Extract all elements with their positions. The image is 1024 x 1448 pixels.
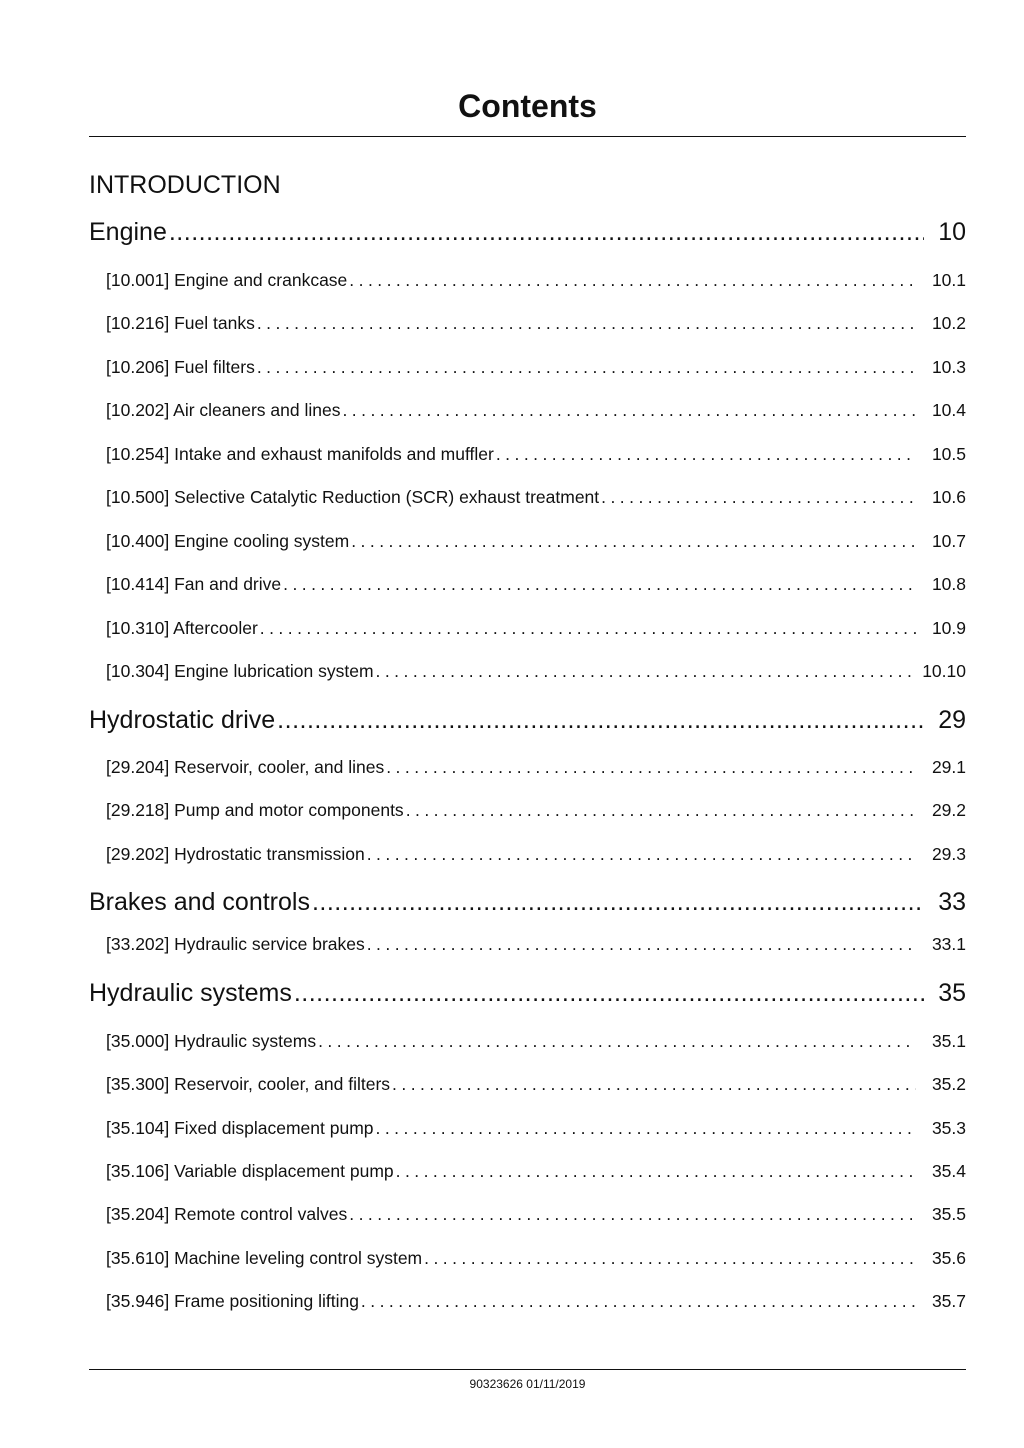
toc-entry-label: [10.254] Intake and exhaust manifolds and muffler <box>106 444 494 464</box>
dot-leader <box>349 268 916 292</box>
dot-leader <box>406 798 916 822</box>
toc-entry-row[interactable] <box>89 485 966 509</box>
dot-leader <box>424 1246 916 1270</box>
footer-divider <box>89 1369 966 1370</box>
toc-entry-row[interactable] <box>89 755 966 779</box>
toc-entry-label: [10.001] Engine and crankcase <box>106 270 348 290</box>
toc-entry-page: 35.3 <box>931 1118 966 1138</box>
toc-entry-label: [35.106] Variable displacement pump <box>106 1161 394 1181</box>
toc-section-row[interactable] <box>89 885 966 919</box>
toc-section-row[interactable] <box>89 976 966 1010</box>
toc-entry-page: 10.9 <box>931 618 966 638</box>
toc-entry-row[interactable] <box>89 616 966 640</box>
toc-entry-row[interactable] <box>89 1289 966 1313</box>
toc-entry-row[interactable] <box>89 442 966 466</box>
toc-entry-label: [10.304] Engine lubrication system <box>106 661 374 681</box>
toc-section-label: Hydraulic systems <box>89 979 292 1007</box>
dot-leader <box>342 398 916 422</box>
dot-leader <box>351 529 916 553</box>
toc-entry-row[interactable] <box>89 268 966 292</box>
dot-leader <box>294 976 924 1010</box>
intro-heading: INTRODUCTION <box>89 171 281 199</box>
toc-entry-row[interactable] <box>89 398 966 422</box>
dot-leader <box>277 703 924 737</box>
toc-section-page: 35 <box>938 979 966 1007</box>
dot-leader <box>312 885 924 919</box>
toc-entry-label: [33.202] Hydraulic service brakes <box>106 934 365 954</box>
toc-entry-row[interactable] <box>89 529 966 553</box>
dot-leader <box>367 932 916 956</box>
toc-entry-page: 29.2 <box>931 800 966 820</box>
toc-entry-row[interactable] <box>89 1116 966 1140</box>
toc-entry-page: 10.2 <box>931 313 966 333</box>
toc-entry-row[interactable] <box>89 659 966 683</box>
dot-leader <box>260 616 916 640</box>
toc-section-row[interactable] <box>89 703 966 737</box>
toc-entry-row[interactable] <box>89 1029 966 1053</box>
toc-entry-page: 35.7 <box>931 1291 966 1311</box>
toc-entry-page: 33.1 <box>931 934 966 954</box>
toc-entry-page: 35.2 <box>931 1074 966 1094</box>
toc-entry-label: [10.206] Fuel filters <box>106 357 255 377</box>
toc-entry-label: [29.202] Hydrostatic transmission <box>106 844 365 864</box>
toc-section-label: Hydrostatic drive <box>89 706 276 734</box>
dot-leader <box>376 659 916 683</box>
toc-entry-label: [35.610] Machine leveling control system <box>106 1248 423 1268</box>
toc-entry-row[interactable] <box>89 355 966 379</box>
toc-entry-label: [10.500] Selective Catalytic Reduction (SCR) exhaust treatment <box>106 487 600 507</box>
contents-page <box>89 0 966 1448</box>
page-title: Contents <box>458 88 597 124</box>
toc-section-page: 33 <box>938 888 966 916</box>
dot-leader <box>376 1116 916 1140</box>
toc-entry-page: 10.5 <box>931 444 966 464</box>
toc-entry-label: [10.310] Aftercooler <box>106 618 258 638</box>
toc-entry-label: [35.300] Reservoir, cooler, and filters <box>106 1074 391 1094</box>
dot-leader <box>601 485 916 509</box>
toc-entry-page: 10.6 <box>931 487 966 507</box>
dot-leader <box>367 842 916 866</box>
toc-entry-row[interactable] <box>89 572 966 596</box>
toc-entry-row[interactable] <box>89 1202 966 1226</box>
toc-entry-page: 10.10 <box>922 661 966 681</box>
toc-entry-page: 29.1 <box>931 757 966 777</box>
toc-entry-page: 10.3 <box>931 357 966 377</box>
toc-entry-row[interactable] <box>89 842 966 866</box>
toc-entry-page: 35.1 <box>931 1031 966 1051</box>
toc-entry-label: [10.202] Air cleaners and lines <box>106 400 341 420</box>
dot-leader <box>386 755 916 779</box>
toc-entry-label: [10.414] Fan and drive <box>106 574 282 594</box>
dot-leader <box>361 1289 916 1313</box>
toc-entry-page: 10.1 <box>931 270 966 290</box>
toc-entry-row[interactable] <box>89 932 966 956</box>
toc-entry-page: 10.8 <box>931 574 966 594</box>
toc-entry-page: 35.5 <box>931 1204 966 1224</box>
toc-section-label: Brakes and controls <box>89 888 310 916</box>
toc-entry-label: [10.216] Fuel tanks <box>106 313 255 333</box>
dot-leader <box>392 1072 916 1096</box>
footer-document-id: 90323626 01/11/2019 <box>469 1377 586 1391</box>
toc-entry-label: [35.946] Frame positioning lifting <box>106 1291 359 1311</box>
toc-section-label: Engine <box>89 218 167 246</box>
dot-leader <box>396 1159 916 1183</box>
dot-leader <box>257 355 916 379</box>
title-divider <box>89 136 966 137</box>
dot-leader <box>349 1202 916 1226</box>
toc-section-page: 10 <box>938 218 966 246</box>
toc-entry-page: 10.7 <box>931 531 966 551</box>
toc-entry-row[interactable] <box>89 1246 966 1270</box>
toc-entry-label: [35.104] Fixed displacement pump <box>106 1118 374 1138</box>
toc-entry-label: [35.000] Hydraulic systems <box>106 1031 317 1051</box>
dot-leader <box>257 311 916 335</box>
toc-section-page: 29 <box>938 706 966 734</box>
dot-leader <box>496 442 916 466</box>
toc-entry-row[interactable] <box>89 1072 966 1096</box>
dot-leader <box>318 1029 916 1053</box>
toc-entry-row[interactable] <box>89 798 966 822</box>
toc-entry-label: [29.218] Pump and motor components <box>106 800 404 820</box>
dot-leader <box>169 215 924 249</box>
toc-section-row[interactable] <box>89 215 966 249</box>
toc-entry-page: 35.4 <box>931 1161 966 1181</box>
toc-entry-page: 35.6 <box>931 1248 966 1268</box>
toc-entry-label: [10.400] Engine cooling system <box>106 531 350 551</box>
toc-entry-page: 10.4 <box>931 400 966 420</box>
toc-entry-row[interactable] <box>89 311 966 335</box>
toc-entry-page: 29.3 <box>931 844 966 864</box>
toc-entry-label: [29.204] Reservoir, cooler, and lines <box>106 757 385 777</box>
toc-entry-row[interactable] <box>89 1159 966 1183</box>
toc-entry-label: [35.204] Remote control valves <box>106 1204 348 1224</box>
dot-leader <box>283 572 916 596</box>
